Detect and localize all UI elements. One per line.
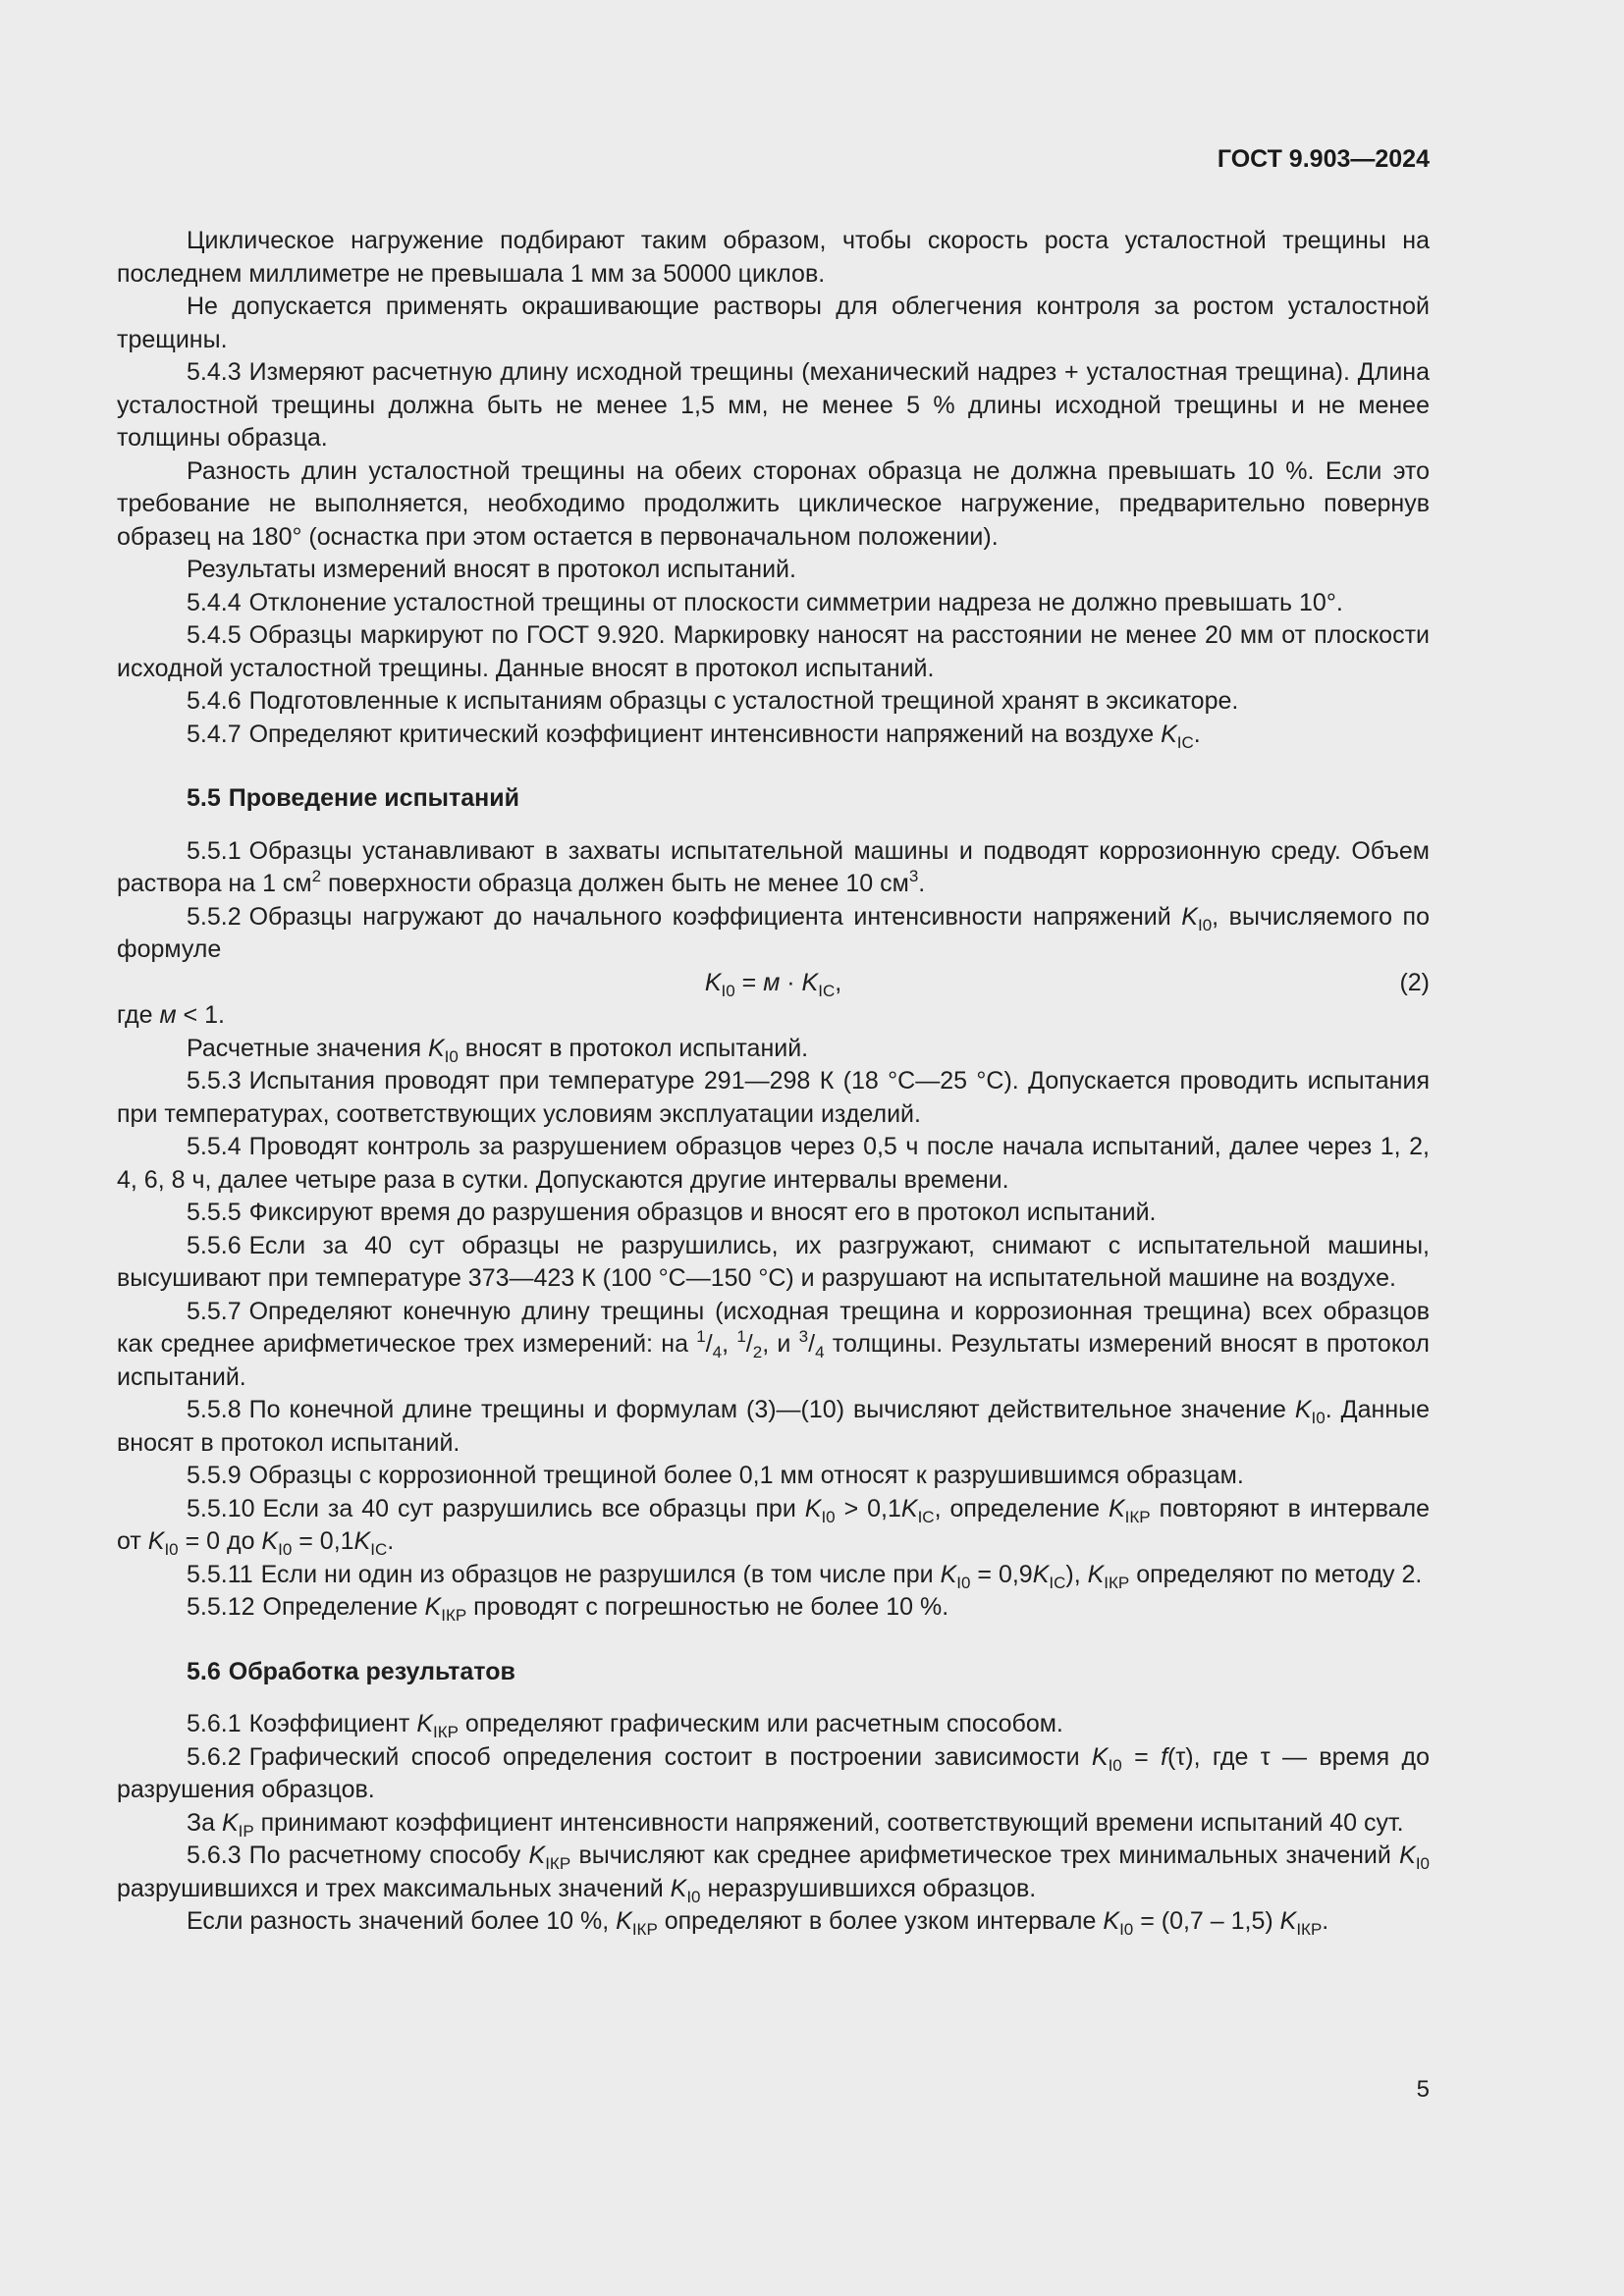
symbol-k: K [1294, 1396, 1312, 1423]
text: неразрушившихся образцов. [700, 1874, 1037, 1902]
clause-text: Образцы с коррозионной трещиной более 0,1 мм относят к разрушившимся образцам. [248, 1462, 1244, 1489]
symbol-k: K [1181, 902, 1198, 931]
formula-number: (2) [1399, 968, 1430, 996]
text: вычисляют как среднее арифметическое трех минимальных значений [570, 1842, 1400, 1869]
text: , определение [934, 1494, 1109, 1522]
symbol-k: K [1087, 1560, 1105, 1588]
symbol-k: K [424, 1593, 442, 1621]
clause-number: 5.5.1 [187, 836, 242, 865]
section-heading-5-6 [117, 1656, 1430, 1689]
text: / [745, 1330, 753, 1358]
subscript: I0 [1108, 1755, 1122, 1775]
symbol-k: K [670, 1874, 687, 1902]
clause-5-5-8 [117, 1394, 1430, 1460]
clause-number: 5.5.7 [187, 1297, 242, 1325]
symbol-k: K [616, 1907, 632, 1935]
subscript: IР [238, 1821, 254, 1841]
superscript: 3 [798, 1327, 809, 1346]
subscript: 4 [815, 1343, 825, 1362]
subscript: IC [370, 1540, 388, 1559]
symbol-k: K [353, 1527, 371, 1555]
subscript: IКР [631, 1920, 658, 1939]
text: Образцы нагружают до начального коэффициента интенсивности напряжений [248, 902, 1182, 931]
text: По расчетному способу [248, 1842, 529, 1869]
subscript: IКР [1296, 1920, 1323, 1939]
symbol-k: K [1279, 1907, 1297, 1935]
symbol-k: K [801, 968, 819, 996]
text: / [705, 1330, 713, 1358]
clause-number: 5.5.6 [187, 1231, 242, 1259]
clause-number: 5.5.10 [187, 1494, 255, 1522]
text: < 1. [176, 1001, 225, 1029]
subscript: I0 [1415, 1854, 1430, 1873]
clause-5-5-1 [117, 835, 1430, 901]
clause-5-6-2 [117, 1741, 1430, 1807]
paragraph: Не допускается применять окрашивающие растворы для облегчения контроля за ростом усталостной трещины. [117, 293, 1430, 353]
clause-number: 5.6.3 [187, 1842, 242, 1869]
subscript: IКР [433, 1723, 459, 1741]
symbol-k: K [416, 1710, 434, 1737]
text: Расчетные значения [187, 1034, 428, 1062]
text: = 0,9 [970, 1560, 1033, 1588]
paragraph [117, 1033, 1430, 1066]
text: . Данные вносят в протокол испытаний. [117, 1396, 1430, 1457]
subscript: I0 [278, 1540, 293, 1559]
clause-5-5-9 [117, 1460, 1430, 1493]
text: ), [1065, 1560, 1088, 1588]
text: Определение [262, 1593, 425, 1621]
text: поверхности образца должен быть не менее 10 см [321, 870, 909, 897]
clause-5-4-6 [117, 685, 1430, 719]
clause-number: 5.5.3 [187, 1067, 242, 1095]
clause-5-4-5 [117, 619, 1430, 685]
text: , [835, 968, 842, 996]
clause-text: Образцы маркируют по ГОСТ 9.920. Маркировку наносят на расстоянии не менее 20 мм от плоскости исходной усталостной трещины. Данные вносят в протокол испытаний. [117, 621, 1430, 682]
symbol-k: K [940, 1560, 957, 1588]
symbol-m: м [763, 968, 781, 996]
text: Если ни один из образцов не разрушился (в том числе при [260, 1560, 941, 1588]
clause-number: 5.5.5 [187, 1199, 242, 1226]
text: определяют по методу 2. [1129, 1560, 1423, 1588]
text: = 0 до [178, 1527, 262, 1555]
subscript: I0 [956, 1573, 971, 1592]
text: принимают коэффициент интенсивности напряжений, соответствующий времени испытаний 40 сут. [253, 1808, 1404, 1837]
subscript: IКР [1104, 1573, 1130, 1592]
clause-number: 5.5.8 [187, 1396, 242, 1423]
section-number: 5.5 [187, 784, 221, 812]
subscript: I0 [1311, 1409, 1326, 1427]
formula-2 [117, 967, 1430, 1000]
clause-text: Если за 40 сут образцы не разрушились, их разгружают, снимают с испытательной машины, высушивают при температуре 373—423 К (100 °С—150 °С) и разрушают на испытательной машине на воздухе. [117, 1231, 1430, 1292]
page-number: 5 [1416, 2076, 1430, 2103]
text: , где τ — время до разрушения образцов. [117, 1742, 1430, 1803]
symbol-k: K [1399, 1842, 1416, 1869]
clause-number: 5.5.9 [187, 1462, 242, 1489]
clause-5-4-4 [117, 587, 1430, 620]
text: = [1121, 1742, 1162, 1771]
clause-number: 5.6.1 [187, 1710, 242, 1737]
text: Если разность значений более 10 %, [187, 1907, 617, 1935]
superscript: 3 [908, 867, 919, 885]
text: Определяют конечную длину трещины (исходная трещина и коррозионная трещина) всех образцов как среднее арифметическое трех измерений: на [117, 1297, 1430, 1358]
symbol-k: K [1091, 1742, 1109, 1771]
text: = (0,7 – 1,5) [1133, 1907, 1280, 1935]
symbol-k: K [261, 1527, 279, 1555]
text: Образцы устанавливают в захваты испытательной машины и подводят коррозионную среду. Объем раствора на 1 см [117, 836, 1430, 897]
superscript: 2 [311, 867, 322, 885]
clause-text: Подготовленные к испытаниям образцы с усталостной трещиной хранят в эксикаторе. [248, 687, 1239, 715]
symbol-k: K [1108, 1494, 1125, 1522]
clause-5-5-10 [117, 1493, 1430, 1559]
clause-5-5-12 [117, 1591, 1430, 1625]
clause-5-4-3 [117, 356, 1430, 455]
clause-number: 5.5.11 [187, 1560, 253, 1588]
clause-number: 5.4.4 [187, 588, 242, 616]
subscript: IC [818, 981, 836, 1000]
symbol-k: K [804, 1494, 822, 1522]
text: . [1193, 720, 1201, 748]
text: За [187, 1808, 222, 1837]
clause-5-5-7 [117, 1296, 1430, 1395]
subscript: I0 [721, 981, 735, 1000]
subscript: 4 [712, 1343, 723, 1362]
text: . [387, 1527, 395, 1555]
text: (τ) [1167, 1742, 1194, 1771]
text: По конечной длине трещины и формулам (3)—(10) вычисляют действительное значение [248, 1396, 1295, 1423]
clause-number: 5.4.5 [187, 621, 242, 649]
text: > 0,1 [835, 1494, 901, 1522]
superscript: 1 [736, 1327, 746, 1346]
paragraph [117, 1905, 1430, 1939]
subscript: 2 [752, 1343, 763, 1362]
paragraph: Циклическое нагружение подбирают таким образом, чтобы скорость роста усталостной трещины на последнем миллиметре не превышала 1 мм за 50000 циклов. [117, 227, 1430, 288]
clause-text: Определяют критический коэффициент интенсивности напряжений на воздухе [248, 720, 1162, 748]
clause-5-5-11 [117, 1559, 1430, 1592]
clause-5-4-7 [117, 719, 1430, 752]
symbol-k: K [1032, 1560, 1050, 1588]
text: определяют графическим или расчетным способом. [458, 1710, 1063, 1737]
subscript: I0 [1119, 1920, 1134, 1939]
paragraph: Результаты измерений вносят в протокол испытаний. [187, 556, 796, 583]
symbol-k: K [528, 1842, 546, 1869]
text: , вычисляемого по формуле [117, 902, 1430, 963]
text: вносят в протокол испытаний. [458, 1034, 809, 1062]
symbol-k: K [1161, 720, 1177, 748]
text: = 0,1 [292, 1527, 354, 1555]
symbol-k: K [704, 968, 722, 996]
clause-text: Проводят контроль за разрушением образцов через 0,5 ч после начала испытаний, далее через 1, 2, 4, 6, 8 ч, далее четыре раза в сутки. Допускаются другие интервалы времени. [117, 1133, 1430, 1194]
document-body [117, 225, 1430, 1939]
clause-text: Измеряют расчетную длину исходной трещины (механический надрез + усталостная трещина). Длина усталостной трещины должна быть не менее 1,5 мм, не менее 5 % длины исходной трещины и не менее толщины образца. [117, 358, 1430, 452]
clause-number: 5.5.4 [187, 1133, 242, 1160]
clause-number: 5.4.3 [187, 358, 242, 386]
subscript: I0 [686, 1887, 701, 1906]
clause-5-6-1 [117, 1708, 1430, 1741]
clause-5-6-3 [117, 1840, 1430, 1905]
symbol-f: f [1161, 1742, 1168, 1771]
document-header: ГОСТ 9.903—2024 [1217, 145, 1430, 173]
subscript: IC [917, 1507, 935, 1526]
subscript: I0 [1197, 915, 1213, 934]
clause-number: 5.6.2 [187, 1742, 242, 1771]
symbol-k: K [427, 1034, 445, 1062]
subscript: IКР [441, 1606, 467, 1625]
clause-5-5-2 [117, 901, 1430, 967]
paragraph: Разность длин усталостной трещины на обеих сторонах образца не должна превышать 10 %. Если это требование не выполняется, необходимо продолжить циклическое нагружение, предварительно повернув образец на 180° (оснастка при этом остается в первоначальном положении). [117, 456, 1430, 551]
text: , [722, 1330, 737, 1358]
where-line [117, 999, 1430, 1033]
clause-text: Испытания проводят при температуре 291—298 К (18 °С—25 °С). Допускается проводить испытания при температурах, соответствующих условиям эксплуатации изделий. [117, 1067, 1430, 1128]
text: толщины. Результаты измерений вносят в протокол испытаний. [117, 1330, 1430, 1391]
text: / [808, 1330, 816, 1358]
text: . [1322, 1907, 1329, 1935]
symbol-k: K [1103, 1907, 1120, 1935]
text: . [918, 870, 926, 897]
text: определяют в более узком интервале [657, 1907, 1104, 1935]
text: = [734, 968, 764, 996]
text: Коэффициент [248, 1710, 417, 1737]
subscript: IКР [1124, 1507, 1151, 1526]
paragraph [117, 1807, 1430, 1841]
symbol-m: м [159, 1001, 177, 1029]
text: , и [762, 1330, 799, 1358]
clause-text: Отклонение усталостной трещины от плоскости симметрии надреза не должно превышать 10°. [248, 588, 1343, 616]
symbol-k: K [221, 1808, 239, 1837]
section-title: Обработка результатов [228, 1657, 515, 1685]
clause-number: 5.4.6 [187, 687, 242, 715]
clause-text: Фиксируют время до разрушения образцов и вносят его в протокол испытаний. [248, 1199, 1157, 1226]
text: повторяют в интервале от [117, 1494, 1430, 1555]
subscript: IC [1176, 732, 1194, 752]
text: Графический способ определения состоит в построении зависимости [248, 1742, 1092, 1771]
symbol-k: K [147, 1527, 165, 1555]
section-title: Проведение испытаний [228, 784, 520, 812]
text: разрушившихся и трех максимальных значений [117, 1874, 671, 1902]
subscript: I0 [444, 1046, 459, 1066]
text: где [117, 1001, 160, 1029]
section-number: 5.6 [187, 1657, 221, 1685]
clause-5-5-4 [117, 1131, 1430, 1197]
text: Если за 40 сут разрушились все образцы при [262, 1494, 805, 1522]
clause-number: 5.5.2 [187, 902, 242, 931]
clause-number: 5.4.7 [187, 720, 242, 748]
text: · [780, 968, 802, 996]
section-heading-5-5 [117, 782, 1430, 816]
subscript: I0 [164, 1540, 179, 1559]
text: проводят с погрешностью не более 10 %. [466, 1593, 949, 1621]
subscript: IКР [545, 1854, 571, 1873]
symbol-k: K [900, 1494, 918, 1522]
subscript: IC [1049, 1573, 1066, 1592]
clause-5-5-5 [117, 1197, 1430, 1230]
clause-5-5-3 [117, 1065, 1430, 1131]
clause-number: 5.5.12 [187, 1593, 255, 1621]
superscript: 1 [696, 1327, 706, 1346]
clause-5-5-6 [117, 1230, 1430, 1296]
subscript: I0 [821, 1507, 836, 1526]
